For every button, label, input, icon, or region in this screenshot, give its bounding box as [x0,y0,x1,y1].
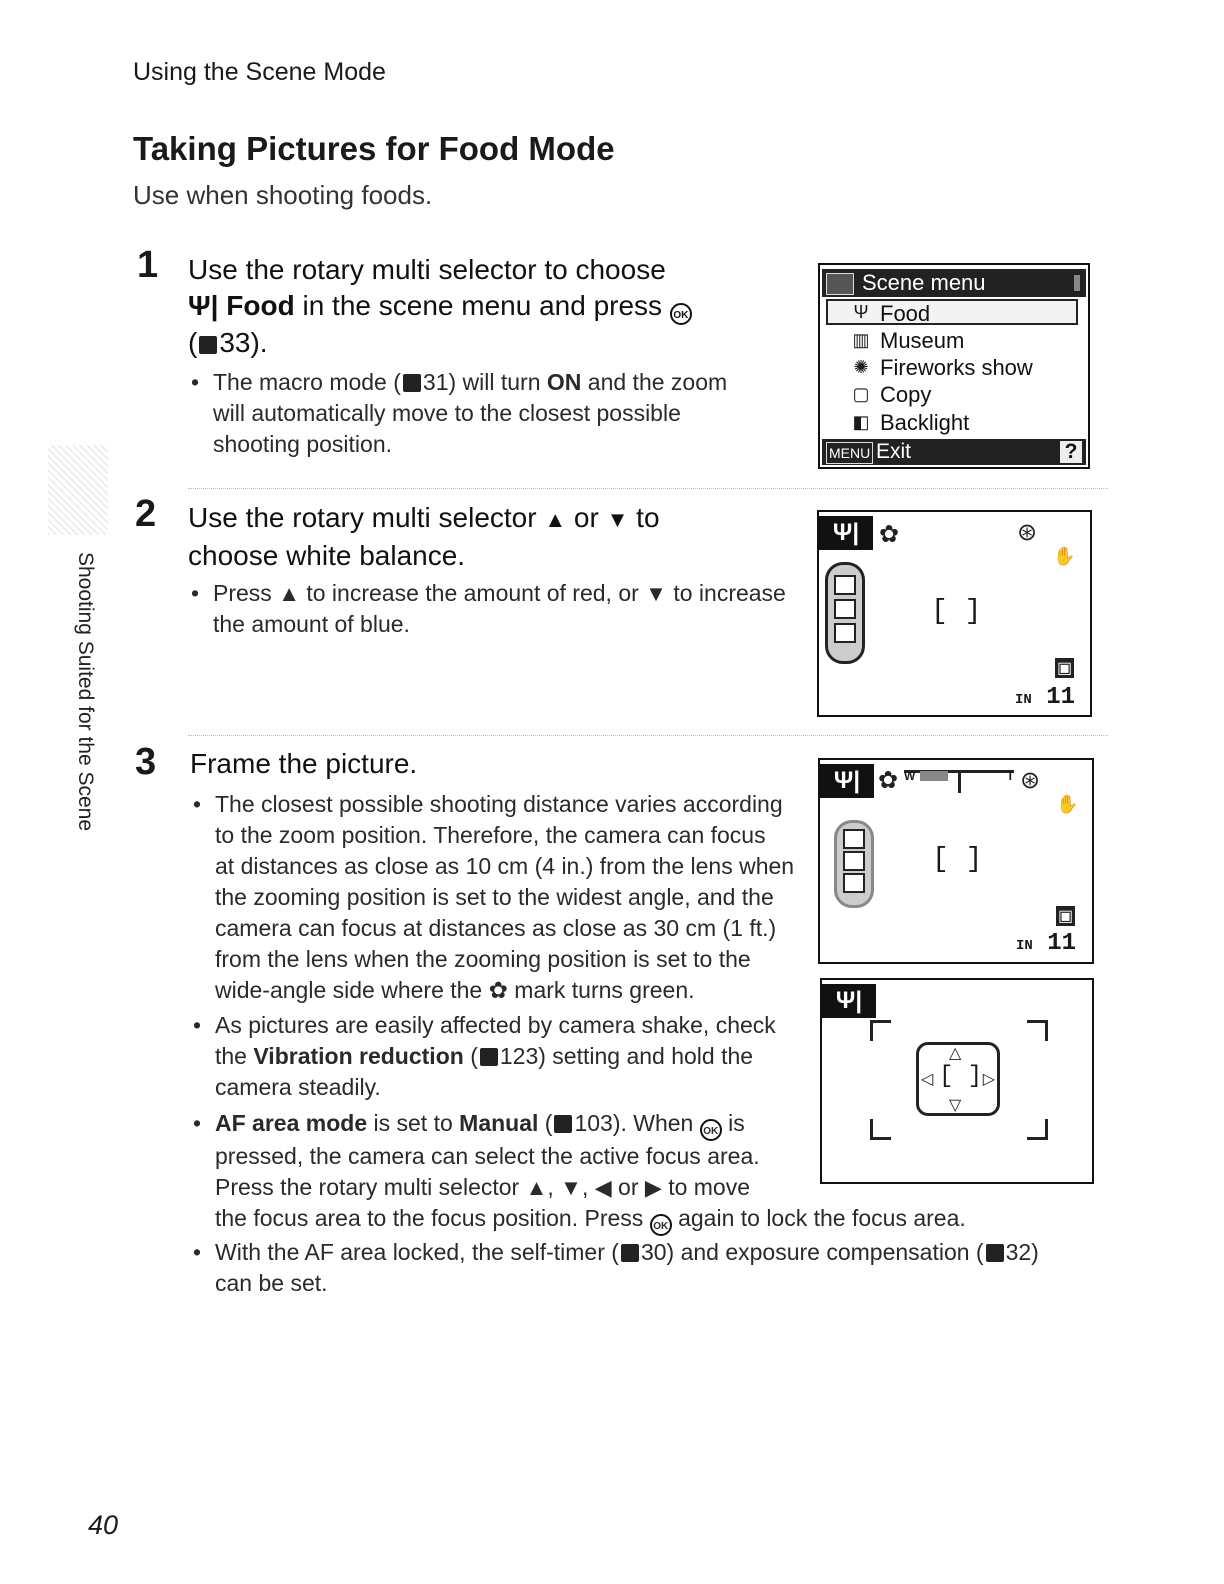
menu-item-copy[interactable]: Copy [880,382,932,407]
scene-menu-footer [822,439,1086,465]
step-3-bullet-3: • AF area mode is set to Manual ( 103). When OK is pressed, the camera can select the active focus area. Press the rotary multi selector ▲, ▼, ◀ or ▶ to move the focus area to the focus position. Press OK again to lock the focus area. [215,1108,1075,1236]
af-up-icon: △ [949,1045,962,1062]
left-arrow-icon: ◀ [594,1175,612,1200]
up-arrow-icon: ▲ [278,581,300,606]
scene-icon [826,273,854,295]
food-icon: Ψ| [188,290,219,321]
zoom-position-marker [920,771,948,781]
menu-item-food[interactable]: Food [880,301,931,326]
down-arrow-icon: ▼ [560,1175,582,1200]
page-number: 40 [88,1510,119,1540]
step-3-bullet-1: • The closest possible shooting distance varies according to the zoom position. Therefore, the camera can focus at distances as close as 10 cm (4 in.) from the lens when the zooming position is set to the widest angle, and the camera can focus at distances as close as 30 cm (1 ft.) from the lens when the zooming position is set to the wide-angle side where the ✿ mark turns green. [215,789,805,1006]
zoom-tele-label: T [1006,769,1014,783]
step-1-bullet: • The macro mode ( 31) will turn ON and the zoom will automatically move to the closest possible shooting position. [213,367,793,460]
side-tab-pattern [48,445,108,535]
food-icon: Ψ [853,302,869,322]
backlight-icon: ◧ [852,412,870,432]
scroll-indicator [1074,275,1080,291]
step-2-number: 2 [135,493,157,535]
af-corner-top-right [1027,1020,1048,1041]
step-2-bullet: • Press ▲ to increase the amount of red, or ▼ to increase the amount of blue. [213,578,803,640]
food-mode-badge: Ψ| [822,984,876,1018]
menu-key-icon: MENU [826,442,873,464]
reference-icon [554,1115,572,1133]
step-3-bullet-4: • With the AF area locked, the self-timer ( 30) and exposure compensation ( 32) can be set. [215,1237,1095,1299]
scene-menu-title: Scene menu [862,270,986,295]
flash-off-icon: ⊛ [1020,767,1041,794]
macro-icon: ✿ [879,521,900,548]
right-arrow-icon: ▶ [644,1175,662,1200]
down-arrow-icon: ▼ [645,581,667,606]
zoom-indicator [904,770,1014,785]
divider [188,488,1108,489]
af-area-selector[interactable] [916,1042,1000,1116]
side-tab-label: Shooting Suited for the Scene [74,552,97,832]
focus-frame: [ ] [932,844,983,875]
af-corner-top-left [870,1020,891,1041]
af-corner-bottom-right [1027,1119,1048,1140]
exit-label: Exit [876,440,912,463]
flash-off-icon: ⊛ [1017,519,1038,546]
exposure-count: IN 11 [1016,930,1077,957]
af-left-icon: ◁ [921,1071,934,1088]
copy-icon: ▢ [852,384,870,404]
step-3-heading: Frame the picture. [190,748,418,779]
down-arrow-icon: ▼ [606,507,629,532]
side-tab [62,552,106,852]
zoom-wide-label: W [904,769,916,783]
af-focus-frame: [ ] [939,1063,983,1090]
help-icon: ? [1060,441,1082,463]
step-2-heading: Use the rotary multi selector ▲ or ▼ to choose white balance. [188,502,660,571]
menu-item-museum[interactable]: Museum [880,328,965,353]
food-mode-badge: Ψ| [819,516,873,550]
reference-icon [403,374,421,392]
step-3-number: 3 [135,741,157,783]
af-area-screen [820,978,1094,1184]
reference-icon [480,1048,498,1066]
up-arrow-icon: ▲ [525,1175,548,1200]
white-balance-slider [825,562,865,664]
focus-frame: [ ] [931,596,982,627]
white-balance-slider [834,820,874,908]
divider [188,735,1108,736]
section-label: Using the Scene Mode [133,58,386,86]
vibration-reduction-icon: ✋ [1056,794,1079,814]
vibration-reduction-icon: ✋ [1053,546,1076,566]
image-mode-icon: ▣ [1057,660,1073,677]
white-balance-screen [817,510,1092,717]
ok-button-icon: OK [700,1119,722,1141]
menu-item-fireworks[interactable]: Fireworks show [880,355,1033,380]
af-corner-bottom-left [870,1119,891,1140]
step-1-number: 1 [137,244,159,286]
reference-icon [621,1244,639,1262]
exposure-count: IN 11 [1015,684,1076,711]
food-mode-badge: Ψ| [820,764,874,798]
zoom-screen [818,758,1094,964]
ok-button-icon: OK [650,1214,672,1236]
ok-button-icon: OK [670,303,692,325]
step-3-bullet-2: • As pictures are easily affected by camera shake, check the Vibration reduction ( 123) setting and hold the camera steadily. [215,1010,805,1103]
page-subtitle: Use when shooting foods. [133,180,433,210]
museum-icon: ▥ [852,330,870,350]
scene-menu-header [822,269,1086,297]
step-1-heading: Use the rotary multi selector to choose Ψ| Food in the scene menu and press OK ( 33). [188,252,788,361]
reference-icon [199,336,217,354]
reference-icon [986,1244,1004,1262]
page-title: Taking Pictures for Food Mode [133,130,615,167]
macro-icon: ✿ [878,767,899,794]
af-right-icon: ▷ [982,1071,995,1088]
menu-item-backlight[interactable]: Backlight [880,410,970,435]
af-down-icon: ▽ [949,1097,962,1114]
up-arrow-icon: ▲ [544,507,567,532]
macro-icon: ✿ [488,977,508,1003]
fireworks-icon: ✺ [853,357,869,377]
scene-menu-screen [818,263,1090,469]
image-mode-icon: ▣ [1058,908,1074,925]
